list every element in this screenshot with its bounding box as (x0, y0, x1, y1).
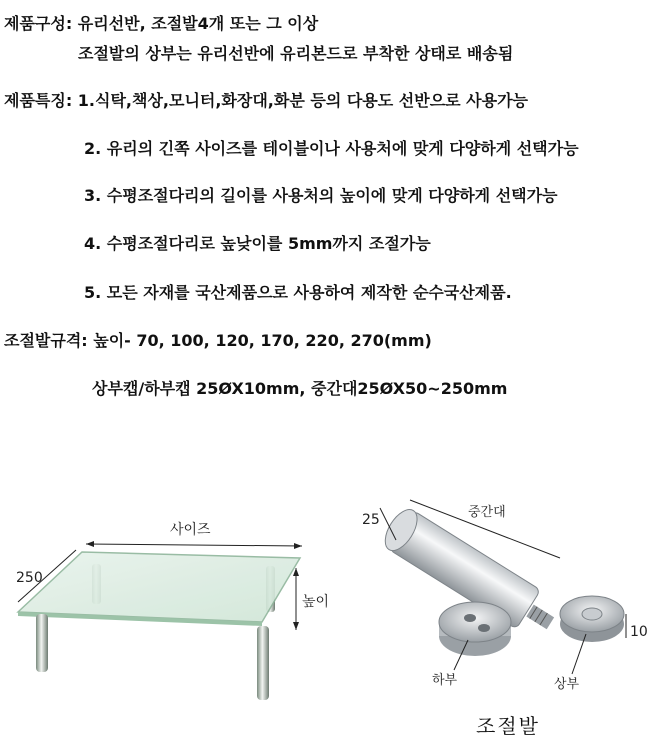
text-line-2: 조절발의 상부는 유리선반에 유리본드로 부착한 상태로 배송됨 (78, 44, 514, 63)
text-line-3: 제품특징: 1.식탁,책상,모니터,화장대,화분 등의 다용도 선반으로 사용가능 (4, 91, 528, 110)
front-right-leg (257, 626, 269, 700)
front-left-leg (36, 614, 48, 672)
text-line-1: 제품구성: 유리선반, 조절발4개 또는 그 이상 (4, 14, 319, 33)
leg-caption: 조절발 (476, 714, 540, 738)
text-line-6: 4. 수평조절다리로 높낮이를 5mm까지 조절가능 (84, 234, 431, 253)
height-label: 높이 (302, 594, 330, 610)
top-cap (560, 596, 624, 642)
cap-height-label: 10 (630, 624, 648, 640)
text-line-9: 상부캡/하부캡 25ØX10mm, 중간대25ØX50~250mm (92, 379, 508, 398)
size-label: 사이즈 (170, 522, 211, 538)
top-label: 상부 (554, 677, 580, 692)
text-line-4: 2. 유리의 긴쪽 사이즈를 테이블이나 사용처에 맞게 다양하게 선택가능 (84, 139, 579, 158)
depth-label: 250 (16, 570, 43, 586)
text-line-7: 5. 모든 자재를 국산제품으로 사용하여 제작한 순수국산제품. (84, 283, 512, 302)
text-line-5: 3. 수평조절다리의 길이를 사용처의 높이에 맞게 다양하게 선택가능 (84, 186, 558, 205)
glass-top (18, 552, 300, 622)
middle-label: 중간대 (468, 505, 506, 520)
text-line-8: 조절발규격: 높이- 70, 100, 120, 170, 220, 270(mm) (4, 331, 432, 350)
adjustable-leg-photo (350, 488, 650, 698)
bottom-label: 하부 (432, 673, 458, 688)
bottom-cap (439, 602, 511, 656)
glass-shelf-photo (0, 490, 330, 720)
size-arrow (86, 544, 302, 546)
diameter-label: 25 (362, 512, 380, 528)
thread-bolt (526, 605, 554, 630)
